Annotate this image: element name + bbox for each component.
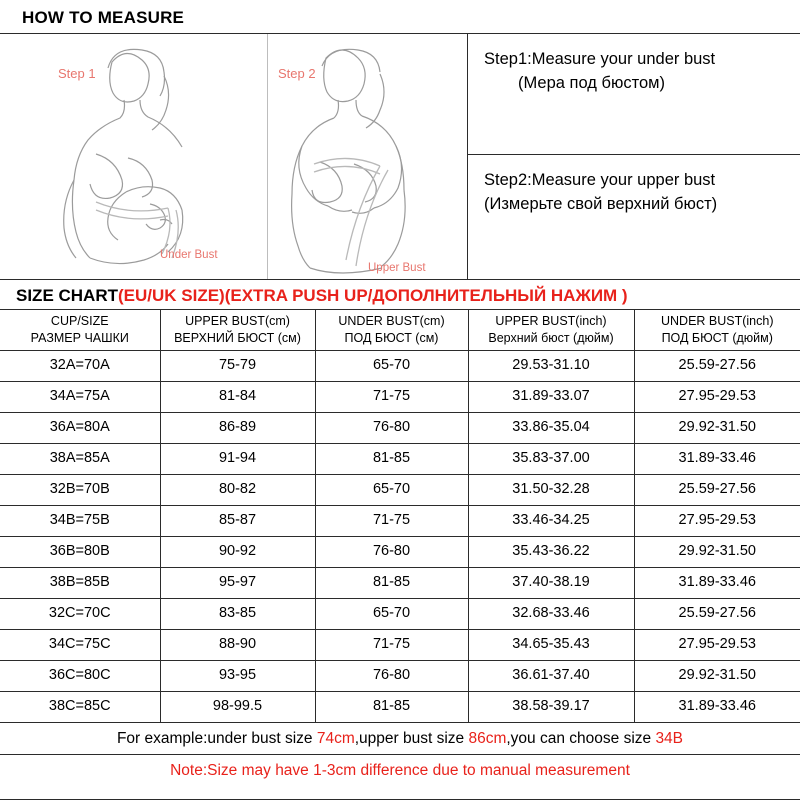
measure-instructions [468,34,800,279]
cell-cup-size: 32A=70A [0,351,160,382]
cell-upper-bust-cm: 93-95 [160,661,315,692]
table-row [0,537,800,568]
column-header-line2: ПОД БЮСТ (см) [344,331,439,345]
cell-upper-bust-cm: 81-84 [160,382,315,413]
table-row [0,661,800,692]
table-row [0,568,800,599]
cell-under-bust-cm: 81-85 [315,444,468,475]
step-1-instruction [468,34,800,155]
cell-under-bust-inch: 25.59-27.56 [634,351,800,382]
cell-upper-bust-inch: 33.46-34.25 [468,506,634,537]
cell-under-bust-cm: 81-85 [315,692,468,723]
cell-under-bust-cm: 81-85 [315,568,468,599]
column-header-line2: ПОД БЮСТ (дюйм) [661,331,773,345]
table-row [0,382,800,413]
cell-cup-size: 34A=75A [0,382,160,413]
table-row [0,599,800,630]
column-header-line1: UPPER BUST(cm) [185,314,290,329]
table-row [0,351,800,382]
cell-upper-bust-cm: 75-79 [160,351,315,382]
table-row [0,692,800,723]
step-2-label: Step 2 [278,66,316,81]
cell-under-bust-inch: 25.59-27.56 [634,599,800,630]
example-text-part-3: ,you can choose size [506,730,656,747]
cell-upper-bust-inch: 34.65-35.43 [468,630,634,661]
cell-cup-size: 38C=85C [0,692,160,723]
column-header-line2: Верхний бюст (дюйм) [488,331,614,345]
cell-under-bust-cm: 76-80 [315,537,468,568]
step-1-text: Step1:Measure your under bust [484,50,716,68]
cell-upper-bust-cm: 91-94 [160,444,315,475]
cell-upper-bust-cm: 85-87 [160,506,315,537]
cell-upper-bust-cm: 95-97 [160,568,315,599]
column-header-upper-bust-inch [468,310,634,351]
cell-under-bust-inch: 29.92-31.50 [634,537,800,568]
cell-cup-size: 38B=85B [0,568,160,599]
cell-under-bust-cm: 65-70 [315,475,468,506]
table-row [0,413,800,444]
cell-cup-size: 32C=70C [0,599,160,630]
cell-cup-size: 36C=80C [0,661,160,692]
column-header-line1: UPPER BUST(inch) [495,314,607,329]
cell-under-bust-inch: 27.95-29.53 [634,506,800,537]
measure-figure-1 [0,34,268,279]
example-row [0,723,800,755]
column-header-line2: РАЗМЕР ЧАШКИ [30,331,129,345]
cell-upper-bust-inch: 36.61-37.40 [468,661,634,692]
cell-upper-bust-inch: 37.40-38.19 [468,568,634,599]
cell-upper-bust-inch: 31.50-32.28 [468,475,634,506]
cell-upper-bust-cm: 80-82 [160,475,315,506]
column-header-under-bust-inch [634,310,800,351]
cell-upper-bust-inch: 31.89-33.07 [468,382,634,413]
cell-upper-bust-inch: 35.83-37.00 [468,444,634,475]
example-under-bust-value: 74cm [316,730,355,747]
size-chart-title [0,280,800,310]
cell-under-bust-cm: 76-80 [315,661,468,692]
cell-cup-size: 32B=70B [0,475,160,506]
cell-cup-size: 34C=75C [0,630,160,661]
example-upper-bust-value: 86cm [468,730,507,747]
example-text-part-2: ,upper bust size [354,730,469,747]
cell-upper-bust-cm: 90-92 [160,537,315,568]
table-header-row [0,310,800,351]
cell-under-bust-cm: 76-80 [315,413,468,444]
page-title: HOW TO MEASURE [0,0,800,34]
cell-upper-bust-inch: 33.86-35.04 [468,413,634,444]
cell-upper-bust-inch: 29.53-31.10 [468,351,634,382]
cell-under-bust-cm: 71-75 [315,382,468,413]
cell-under-bust-cm: 71-75 [315,630,468,661]
cell-upper-bust-cm: 88-90 [160,630,315,661]
example-text-part-1: For example:under bust size [116,730,317,747]
cell-upper-bust-cm: 83-85 [160,599,315,630]
cell-cup-size: 38A=85A [0,444,160,475]
note-row: Note:Size may have 1-3cm difference due to manual measurement [170,762,630,779]
column-header-line1: UNDER BUST(inch) [660,314,774,329]
step-2-text: Step2:Measure your upper bust (Измерьте свой верхний бюст) [484,171,718,213]
table-row [0,475,800,506]
table-row [0,630,800,661]
column-header-line2: ВЕРХНИЙ БЮСТ (см) [174,331,301,345]
size-chart-title-plain: SIZE CHART [16,286,118,305]
cell-under-bust-inch: 31.89-33.46 [634,568,800,599]
cell-upper-bust-inch: 35.43-36.22 [468,537,634,568]
cell-under-bust-inch: 29.92-31.50 [634,413,800,444]
example-recommended-size: 34B [655,730,684,747]
cell-cup-size: 36A=80A [0,413,160,444]
cell-upper-bust-inch: 38.58-39.17 [468,692,634,723]
measure-figure-2 [268,34,468,279]
cell-upper-bust-inch: 32.68-33.46 [468,599,634,630]
how-to-measure-section [0,34,800,280]
cell-upper-bust-cm: 98-99.5 [160,692,315,723]
table-row [0,444,800,475]
cell-cup-size: 34B=75B [0,506,160,537]
column-header-cup-size [0,310,160,351]
step-1-label: Step 1 [58,66,96,81]
column-header-under-bust-cm [315,310,468,351]
under-bust-illustration-svg [0,34,268,279]
size-chart-title-red: (EU/UK SIZE)(EXTRA PUSH UP/ДОПОЛНИТЕЛЬНЫЙ НАЖИМ ) [118,286,628,305]
cell-cup-size: 36B=80B [0,537,160,568]
cell-under-bust-inch: 27.95-29.53 [634,630,800,661]
column-header-line1: CUP/SIZE [50,314,109,329]
cell-under-bust-inch: 27.95-29.53 [634,382,800,413]
cell-under-bust-cm: 65-70 [315,599,468,630]
table-row [0,506,800,537]
step-1-text-ru: (Мера под бюстом) [518,73,665,92]
cell-under-bust-inch: 25.59-27.56 [634,475,800,506]
upper-bust-caption: Upper Bust [368,262,426,274]
column-header-upper-bust-cm [160,310,315,351]
step-2-instruction [468,155,800,279]
cell-under-bust-inch: 31.89-33.46 [634,692,800,723]
under-bust-caption: Under Bust [160,249,218,261]
column-header-line1: UNDER BUST(cm) [338,314,445,329]
size-chart-table [0,310,800,723]
cell-upper-bust-cm: 86-89 [160,413,315,444]
cell-under-bust-inch: 29.92-31.50 [634,661,800,692]
cell-under-bust-cm: 65-70 [315,351,468,382]
cell-under-bust-cm: 71-75 [315,506,468,537]
cell-under-bust-inch: 31.89-33.46 [634,444,800,475]
